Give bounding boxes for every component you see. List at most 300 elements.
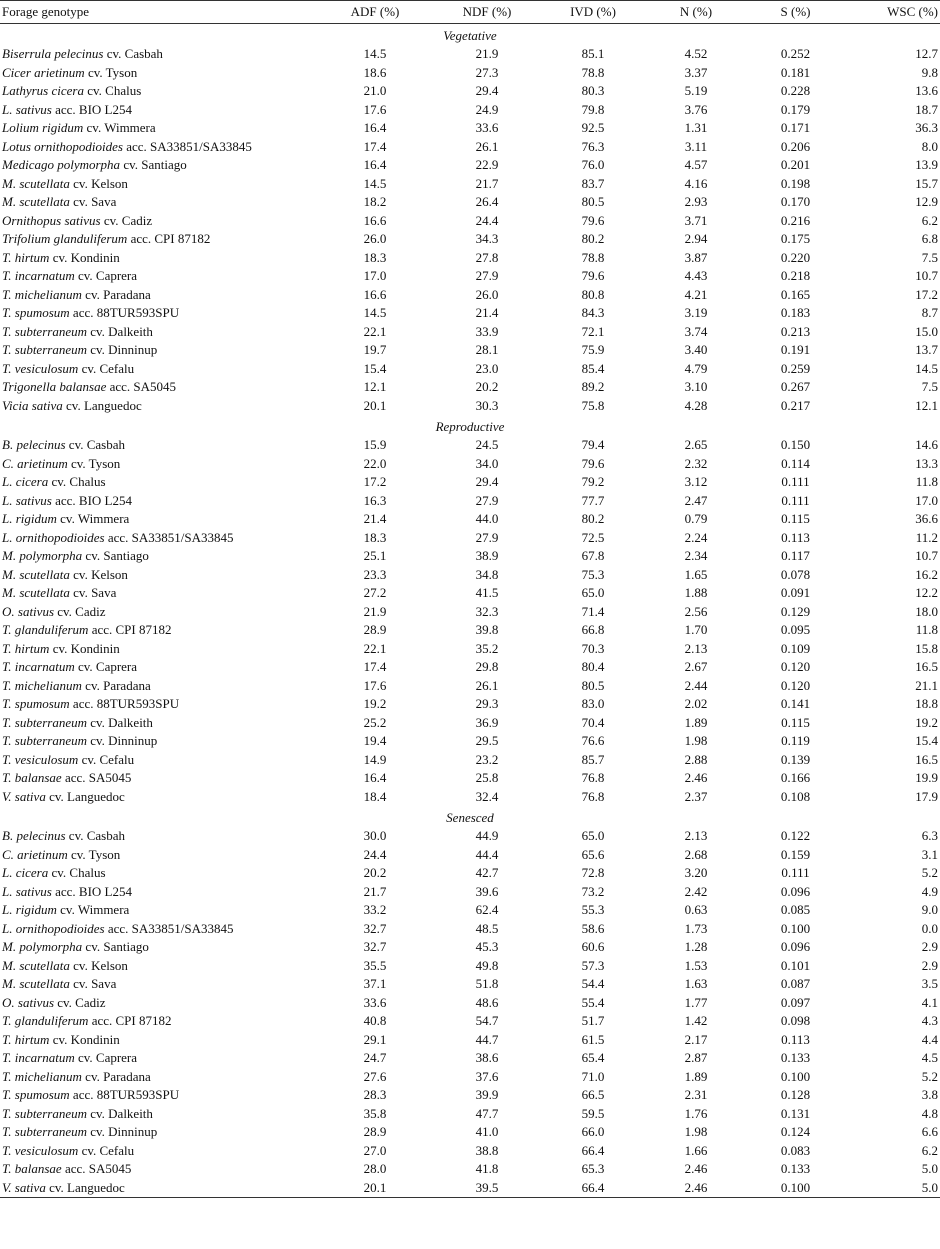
s-cell: 0.267 (780, 379, 811, 395)
genotype-cell (0, 249, 316, 268)
genotype-cell (0, 751, 316, 770)
wsc-cell: 17.9 (915, 788, 938, 804)
genotype-cell (0, 584, 316, 603)
adf-cell: 21.4 (363, 511, 387, 527)
genotype-cell (0, 45, 316, 64)
table-row (0, 473, 940, 492)
n-cell: 2.67 (684, 659, 708, 675)
ivd-cell: 78.8 (581, 249, 605, 265)
table-row (0, 901, 940, 920)
table-row (0, 640, 940, 659)
ndf-cell: 24.4 (475, 212, 499, 228)
n-cell: 2.31 (684, 1087, 708, 1103)
s-cell: 0.117 (781, 548, 810, 564)
species-name: T. vesiculosum (2, 1142, 79, 1158)
species-name: T. balansae (2, 770, 62, 786)
table-row (0, 1049, 940, 1068)
s-cell: 0.096 (780, 883, 811, 899)
cultivar-name: cv. Sava (69, 585, 117, 601)
ndf-cell: 35.2 (475, 640, 499, 656)
adf-cell: 17.6 (363, 677, 387, 693)
s-cell: 0.091 (780, 585, 811, 601)
section-row-vegetative (0, 24, 940, 46)
species-name: T. vesiculosum (2, 360, 79, 376)
ivd-cell: 80.8 (581, 286, 605, 302)
s-cell: 0.179 (780, 101, 811, 117)
header-forage-genotype: Forage genotype (0, 1, 316, 24)
adf-cell: 16.4 (363, 120, 387, 136)
n-cell: 3.12 (684, 474, 708, 490)
table-row (0, 156, 940, 175)
n-cell: 2.02 (684, 696, 708, 712)
adf-cell: 14.5 (363, 46, 387, 62)
species-name: T. incarnatum (2, 659, 75, 675)
n-cell: 4.21 (684, 286, 708, 302)
genotype-cell (0, 1049, 316, 1068)
ivd-cell: 60.6 (581, 939, 605, 955)
n-cell: 1.89 (684, 714, 708, 730)
genotype-cell (0, 1086, 316, 1105)
ndf-cell: 48.5 (475, 920, 499, 936)
ndf-cell: 25.8 (475, 770, 499, 786)
wsc-cell: 5.0 (921, 1161, 938, 1177)
table-row (0, 1031, 940, 1050)
header-n: N (%) (646, 1, 746, 24)
n-cell: 1.53 (684, 957, 708, 973)
adf-cell: 19.4 (363, 733, 387, 749)
section-heading: Senesced (446, 809, 494, 825)
ivd-cell: 79.8 (581, 101, 605, 117)
n-cell: 2.13 (684, 828, 708, 844)
ivd-cell: 79.2 (581, 474, 605, 490)
s-cell: 0.098 (780, 1013, 811, 1029)
n-cell: 2.32 (684, 455, 708, 471)
ivd-cell: 79.6 (581, 268, 605, 284)
genotype-cell (0, 1160, 316, 1179)
table-row (0, 938, 940, 957)
header-adf: ADF (%) (316, 1, 434, 24)
table-row (0, 603, 940, 622)
ndf-cell: 29.4 (475, 474, 499, 490)
species-name: Medicago polymorpha (2, 157, 121, 173)
wsc-cell: 4.9 (921, 883, 938, 899)
wsc-cell: 17.0 (915, 492, 938, 508)
adf-cell: 16.6 (363, 286, 387, 302)
header-ndf: NDF (%) (434, 1, 540, 24)
n-cell: 3.11 (684, 138, 708, 154)
ivd-cell: 65.0 (581, 828, 605, 844)
header-s: S (%) (746, 1, 845, 24)
s-cell: 0.109 (780, 640, 811, 656)
genotype-cell (0, 920, 316, 939)
table-row (0, 101, 940, 120)
ndf-cell: 34.0 (475, 455, 499, 471)
cultivar-name: acc. SA33851/SA33845 (123, 138, 252, 154)
wsc-cell: 3.8 (921, 1087, 938, 1103)
s-cell: 0.150 (780, 437, 811, 453)
table-row (0, 751, 940, 770)
species-name: T. subterraneum (2, 342, 87, 358)
n-cell: 5.19 (684, 83, 708, 99)
table-row (0, 212, 940, 231)
ndf-cell: 41.0 (475, 1124, 499, 1140)
ivd-cell: 83.0 (581, 696, 605, 712)
s-cell: 0.097 (780, 994, 811, 1010)
adf-cell: 14.5 (363, 175, 387, 191)
ivd-cell: 84.3 (581, 305, 605, 321)
ivd-cell: 85.4 (581, 360, 605, 376)
ivd-cell: 61.5 (581, 1031, 605, 1047)
table-row (0, 732, 940, 751)
s-cell: 0.111 (781, 492, 810, 508)
wsc-cell: 2.9 (921, 957, 938, 973)
adf-cell: 22.0 (363, 455, 387, 471)
ivd-cell: 65.0 (581, 585, 605, 601)
wsc-cell: 16.2 (915, 566, 938, 582)
genotype-cell (0, 193, 316, 212)
s-cell: 0.120 (780, 677, 811, 693)
adf-cell: 20.1 (363, 397, 387, 413)
s-cell: 0.115 (781, 714, 810, 730)
s-cell: 0.206 (780, 138, 811, 154)
cultivar-name: cv. Caprera (74, 268, 138, 284)
s-cell: 0.141 (780, 696, 811, 712)
table-row (0, 64, 940, 83)
ivd-cell: 54.4 (581, 976, 605, 992)
cultivar-name: acc. SA5045 (106, 379, 177, 395)
wsc-cell: 0.0 (921, 920, 938, 936)
ndf-cell: 41.5 (475, 585, 499, 601)
cultivar-name: cv. Languedoc (45, 788, 125, 804)
species-name: O. sativus (2, 994, 54, 1010)
s-cell: 0.139 (780, 751, 811, 767)
cultivar-name: cv. Languedoc (62, 397, 142, 413)
ivd-cell: 85.7 (581, 751, 605, 767)
s-cell: 0.159 (780, 846, 811, 862)
s-cell: 0.217 (780, 397, 811, 413)
n-cell: 3.37 (684, 64, 708, 80)
cultivar-name: cv. Tyson (67, 846, 121, 862)
cultivar-name: cv. Kondinin (49, 249, 120, 265)
s-cell: 0.085 (780, 902, 811, 918)
adf-cell: 12.1 (363, 379, 387, 395)
header-ivd: IVD (%) (540, 1, 646, 24)
wsc-cell: 13.6 (915, 83, 938, 99)
wsc-cell: 5.0 (845, 1179, 940, 1198)
wsc-cell: 18.8 (915, 696, 938, 712)
s-cell: 0.133 (780, 1050, 811, 1066)
cultivar-name: acc. 88TUR593SPU (69, 1087, 180, 1103)
wsc-cell: 36.3 (915, 120, 938, 136)
adf-cell: 28.3 (363, 1087, 387, 1103)
n-cell: 1.31 (684, 120, 708, 136)
species-name: V. sativa (2, 788, 46, 804)
wsc-cell: 8.0 (921, 138, 938, 154)
species-name: T. michelianum (2, 1068, 82, 1084)
cultivar-name: cv. Sava (69, 976, 117, 992)
cultivar-name: cv. Wimmera (83, 120, 156, 136)
ndf-cell: 34.8 (475, 566, 499, 582)
ndf-cell: 32.4 (475, 788, 499, 804)
cultivar-name: cv. Santiago (82, 939, 149, 955)
ndf-cell: 26.1 (475, 677, 499, 693)
adf-cell: 32.7 (363, 939, 387, 955)
cultivar-name: acc. 88TUR593SPU (69, 696, 180, 712)
cultivar-name: acc. CPI 87182 (88, 1013, 172, 1029)
species-name: B. pelecinus (2, 437, 66, 453)
adf-cell: 29.1 (363, 1031, 387, 1047)
genotype-cell (0, 566, 316, 585)
genotype-cell (0, 360, 316, 379)
s-cell: 0.191 (780, 342, 811, 358)
ivd-cell: 78.8 (581, 64, 605, 80)
ndf-cell: 21.9 (475, 46, 499, 62)
n-cell: 2.47 (684, 492, 708, 508)
species-name: L. sativus (2, 492, 52, 508)
species-name: C. arietinum (2, 846, 68, 862)
s-cell: 0.218 (780, 268, 811, 284)
wsc-cell: 2.9 (921, 939, 938, 955)
s-cell: 0.183 (780, 305, 811, 321)
ndf-cell: 20.2 (475, 379, 499, 395)
wsc-cell: 19.2 (915, 714, 938, 730)
ivd-cell: 75.9 (581, 342, 605, 358)
n-cell: 2.34 (684, 548, 708, 564)
ndf-cell: 49.8 (475, 957, 499, 973)
genotype-cell (0, 1179, 316, 1198)
species-name: M. scutellata (2, 585, 70, 601)
n-cell: 4.79 (684, 360, 708, 376)
species-name: T. incarnatum (2, 268, 75, 284)
wsc-cell: 19.9 (915, 770, 938, 786)
ndf-cell: 22.9 (475, 157, 499, 173)
table-row (0, 695, 940, 714)
species-name: Trigonella balansae (2, 379, 107, 395)
wsc-cell: 4.4 (921, 1031, 938, 1047)
adf-cell: 27.2 (363, 585, 387, 601)
ndf-cell: 44.9 (475, 828, 499, 844)
ndf-cell: 29.3 (475, 696, 499, 712)
adf-cell: 25.1 (363, 548, 387, 564)
species-name: T. glanduliferum (2, 1013, 89, 1029)
s-cell: 0.165 (780, 286, 811, 302)
genotype-cell (0, 975, 316, 994)
ndf-cell: 39.9 (475, 1087, 499, 1103)
ndf-cell: 27.3 (475, 64, 499, 80)
ndf-cell: 26.0 (475, 286, 499, 302)
species-name: Ornithopus sativus (2, 212, 101, 228)
n-cell: 2.88 (684, 751, 708, 767)
species-name: T. spumosum (2, 696, 70, 712)
ndf-cell: 23.2 (475, 751, 499, 767)
species-name: B. pelecinus (2, 828, 66, 844)
n-cell: 0.79 (684, 511, 708, 527)
species-name: Trifolium glanduliferum (2, 231, 128, 247)
n-cell: 4.43 (684, 268, 708, 284)
cultivar-name: cv. Santiago (82, 548, 149, 564)
table-row (0, 82, 940, 101)
adf-cell: 18.3 (363, 249, 387, 265)
adf-cell: 19.2 (363, 696, 387, 712)
species-name: T. michelianum (2, 286, 82, 302)
ndf-cell: 38.8 (475, 1142, 499, 1158)
adf-cell: 22.1 (363, 640, 387, 656)
s-cell: 0.213 (780, 323, 811, 339)
genotype-cell (0, 1142, 316, 1161)
genotype-cell (0, 1123, 316, 1142)
cultivar-name: cv. Chalus (48, 474, 106, 490)
genotype-cell (0, 1105, 316, 1124)
ivd-cell: 66.4 (581, 1142, 605, 1158)
genotype-cell (0, 695, 316, 714)
s-cell: 0.216 (780, 212, 811, 228)
s-cell: 0.128 (780, 1087, 811, 1103)
ndf-cell: 48.6 (475, 994, 499, 1010)
ivd-cell: 66.5 (581, 1087, 605, 1103)
genotype-cell (0, 769, 316, 788)
wsc-cell: 5.2 (921, 1068, 938, 1084)
table-row (0, 360, 940, 379)
table-row (0, 658, 940, 677)
ndf-cell: 30.3 (475, 397, 499, 413)
ndf-cell: 44.4 (475, 846, 499, 862)
genotype-cell (0, 397, 316, 416)
genotype-cell (0, 378, 316, 397)
ivd-cell: 59.5 (581, 1105, 605, 1121)
n-cell: 1.77 (684, 994, 708, 1010)
s-cell: 0.122 (780, 828, 811, 844)
cultivar-name: cv. Chalus (83, 83, 142, 99)
genotype-cell (0, 621, 316, 640)
adf-cell: 16.3 (363, 492, 387, 508)
section-row-reproductive (0, 415, 940, 436)
ivd-cell: 76.8 (581, 788, 605, 804)
s-cell: 0.129 (780, 603, 811, 619)
wsc-cell: 10.7 (915, 268, 938, 284)
ndf-cell: 39.5 (434, 1179, 540, 1198)
species-name: T. hirtum (2, 249, 50, 265)
adf-cell: 35.8 (363, 1105, 387, 1121)
n-cell: 1.76 (684, 1105, 708, 1121)
wsc-cell: 12.7 (915, 46, 938, 62)
adf-cell: 16.6 (363, 212, 387, 228)
ivd-cell: 51.7 (581, 1013, 605, 1029)
species-name: T. spumosum (2, 305, 70, 321)
genotype-cell (0, 547, 316, 566)
species-name: T. subterraneum (2, 733, 87, 749)
cultivar-name: cv. Kondinin (49, 640, 120, 656)
wsc-cell: 12.9 (915, 194, 938, 210)
n-cell: 1.88 (684, 585, 708, 601)
species-name: V. sativa (2, 1179, 46, 1195)
adf-cell: 18.3 (363, 529, 387, 545)
species-name: L. rigidum (2, 511, 57, 527)
table-row (0, 547, 940, 566)
cultivar-name: acc. SA5045 (61, 770, 132, 786)
s-cell: 0.100 (746, 1179, 845, 1198)
genotype-cell (0, 788, 316, 807)
wsc-cell: 13.3 (915, 455, 938, 471)
adf-cell: 18.6 (363, 64, 387, 80)
wsc-cell: 14.5 (915, 360, 938, 376)
cultivar-name: cv. Casbah (103, 46, 163, 62)
n-cell: 2.46 (684, 1161, 708, 1177)
section-row-senesced (0, 806, 940, 827)
genotype-cell (0, 304, 316, 323)
table-row (0, 846, 940, 865)
wsc-cell: 11.8 (915, 474, 938, 490)
table-row (0, 45, 940, 64)
table-row (0, 1123, 940, 1142)
n-cell: 2.87 (684, 1050, 708, 1066)
adf-cell: 17.6 (363, 101, 387, 117)
n-cell: 4.16 (684, 175, 708, 191)
cultivar-name: cv. Languedoc (45, 1179, 125, 1195)
wsc-cell: 5.2 (921, 865, 938, 881)
table-row (0, 621, 940, 640)
s-cell: 0.101 (780, 957, 811, 973)
species-name: Lotus ornithopodioides (2, 138, 123, 154)
adf-cell: 28.9 (363, 1124, 387, 1140)
wsc-cell: 18.0 (915, 603, 938, 619)
table-row (0, 455, 940, 474)
wsc-cell: 3.1 (921, 846, 938, 862)
ndf-cell: 36.9 (475, 714, 499, 730)
ivd-cell: 76.8 (581, 770, 605, 786)
ivd-cell: 55.4 (581, 994, 605, 1010)
species-name: C. arietinum (2, 455, 68, 471)
adf-cell: 22.1 (363, 323, 387, 339)
table-row (0, 230, 940, 249)
adf-cell: 16.4 (363, 770, 387, 786)
n-cell: 3.10 (684, 379, 708, 395)
wsc-cell: 13.7 (915, 342, 938, 358)
n-cell: 1.98 (684, 1124, 708, 1140)
cultivar-name: cv. Kelson (69, 175, 128, 191)
n-cell: 3.71 (684, 212, 708, 228)
adf-cell: 23.3 (363, 566, 387, 582)
ndf-cell: 38.9 (475, 548, 499, 564)
n-cell: 1.28 (684, 939, 708, 955)
s-cell: 0.119 (781, 733, 810, 749)
ivd-cell: 55.3 (581, 902, 605, 918)
cultivar-name: cv. Cefalu (78, 360, 135, 376)
ivd-cell: 80.4 (581, 659, 605, 675)
table-row (0, 714, 940, 733)
s-cell: 0.124 (780, 1124, 811, 1140)
ivd-cell: 79.4 (581, 437, 605, 453)
cultivar-name: cv. Dinninup (86, 342, 158, 358)
cultivar-name: acc. 88TUR593SPU (69, 305, 180, 321)
ndf-cell: 33.6 (475, 120, 499, 136)
wsc-cell: 15.8 (915, 640, 938, 656)
table-row (0, 323, 940, 342)
cultivar-name: cv. Cefalu (78, 751, 135, 767)
ndf-cell: 29.4 (475, 83, 499, 99)
s-cell: 0.115 (781, 511, 810, 527)
cultivar-name: cv. Caprera (74, 1050, 138, 1066)
wsc-cell: 16.5 (915, 659, 938, 675)
wsc-cell: 13.9 (915, 157, 938, 173)
species-name: T. michelianum (2, 677, 82, 693)
ivd-cell: 70.3 (581, 640, 605, 656)
genotype-cell (0, 1068, 316, 1087)
wsc-cell: 18.7 (915, 101, 938, 117)
s-cell: 0.087 (780, 976, 811, 992)
cultivar-name: cv. Sava (69, 194, 117, 210)
adf-cell: 35.5 (363, 957, 387, 973)
s-cell: 0.083 (780, 1142, 811, 1158)
